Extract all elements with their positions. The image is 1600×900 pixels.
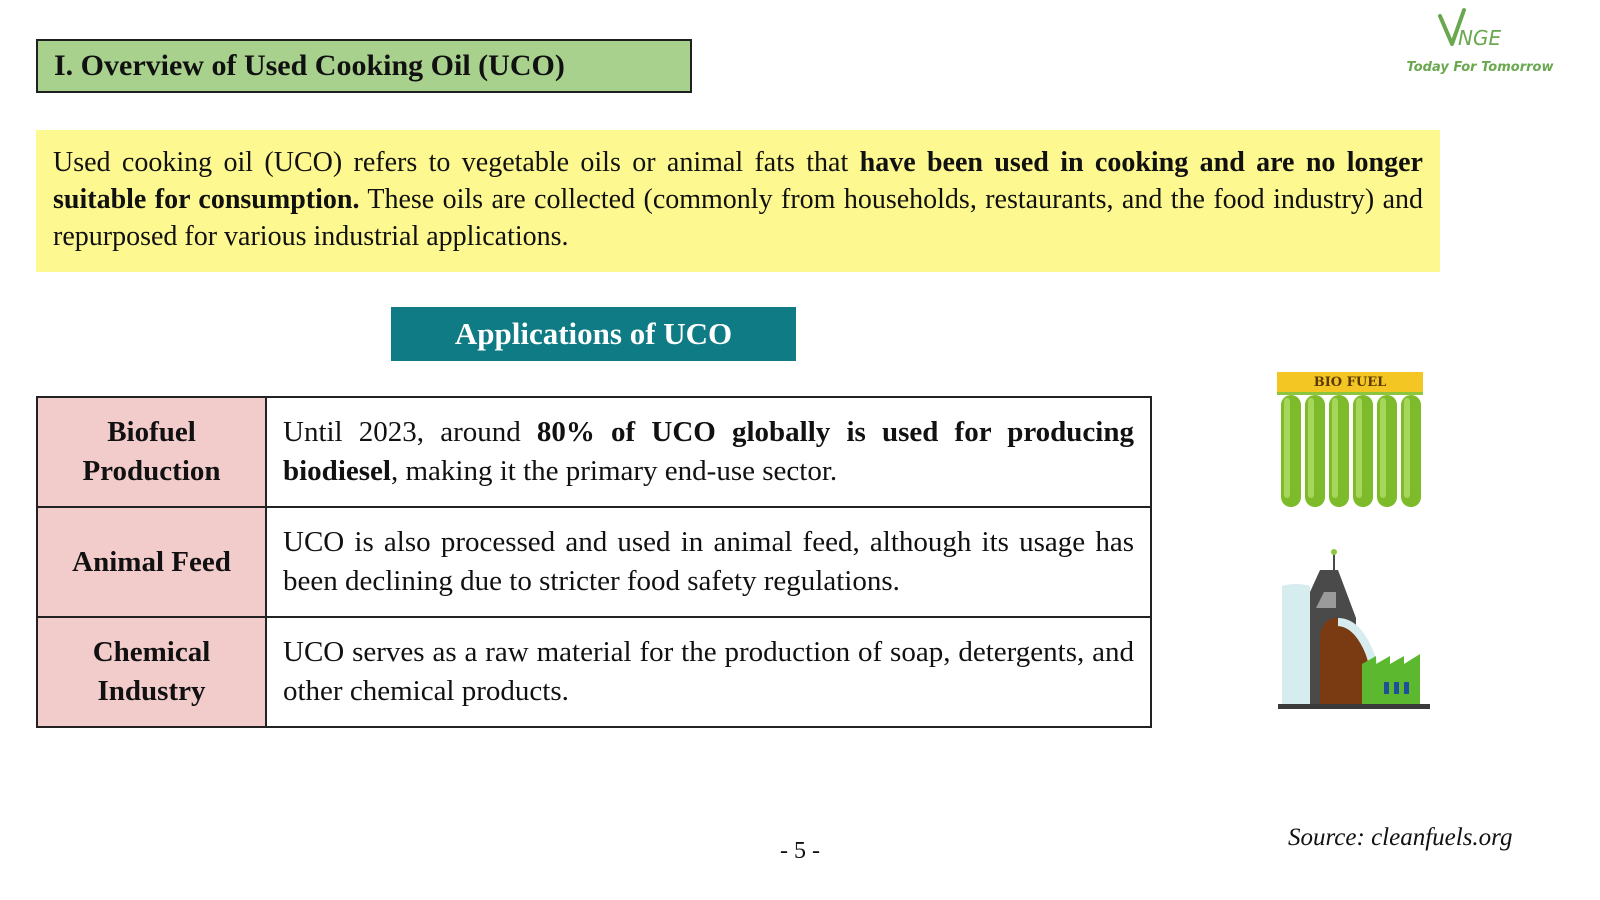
applications-heading-text: Applications of UCO	[454, 316, 733, 351]
description-cell	[266, 397, 1151, 507]
intro-text-part2: These oils are collected (commonly from households, restaurants, and the food industry) and repurposed for various industrial applications.	[53, 184, 1424, 252]
svg-text:NGE: NGE	[1458, 26, 1502, 50]
slide-title-text: I. Overview of Used Cooking Oil (UCO)	[54, 49, 565, 82]
intro-text-bold: have been used in cooking and are no longer suitable for consumption.	[53, 147, 1423, 215]
page-number: - 5 -	[780, 838, 820, 864]
category-cell: Biofuel Production	[37, 397, 266, 507]
description-text: Until 2023, around	[283, 416, 537, 448]
biofuel-pumps-icon	[1275, 370, 1425, 520]
applications-heading	[391, 307, 796, 361]
applications-table	[36, 396, 1152, 728]
description-text: UCO is also processed and used in animal feed, although its usage has been declining due to stricter food safety regulations.	[283, 526, 1134, 597]
description-bold: 80% of UCO globally is used for producing biodiesel	[283, 416, 1134, 487]
source-citation: Source: cleanfuels.org	[1288, 824, 1513, 851]
vnge-logo-mark-icon	[1400, 2, 1560, 58]
category-cell: Chemical Industry	[37, 617, 266, 727]
slide-title	[36, 39, 692, 93]
table-row	[37, 397, 1151, 507]
table-row	[37, 507, 1151, 617]
description-cell	[266, 617, 1151, 727]
factory-icon	[1276, 548, 1432, 712]
vnge-logo	[1400, 2, 1560, 88]
description-cell	[266, 507, 1151, 617]
category-cell: Animal Feed	[37, 507, 266, 617]
table-row	[37, 617, 1151, 727]
biofuel-label: BIO FUEL	[1313, 375, 1387, 390]
description-text: UCO serves as a raw material for the production of soap, detergents, and other chemical products.	[283, 636, 1134, 707]
intro-text-part1: Used cooking oil (UCO) refers to vegetable oils or animal fats that	[53, 147, 860, 178]
logo-tagline: Today For Tomorrow	[1406, 60, 1554, 75]
intro-paragraph	[36, 130, 1440, 272]
description-text-end: , making it the primary end-use sector.	[390, 455, 838, 487]
